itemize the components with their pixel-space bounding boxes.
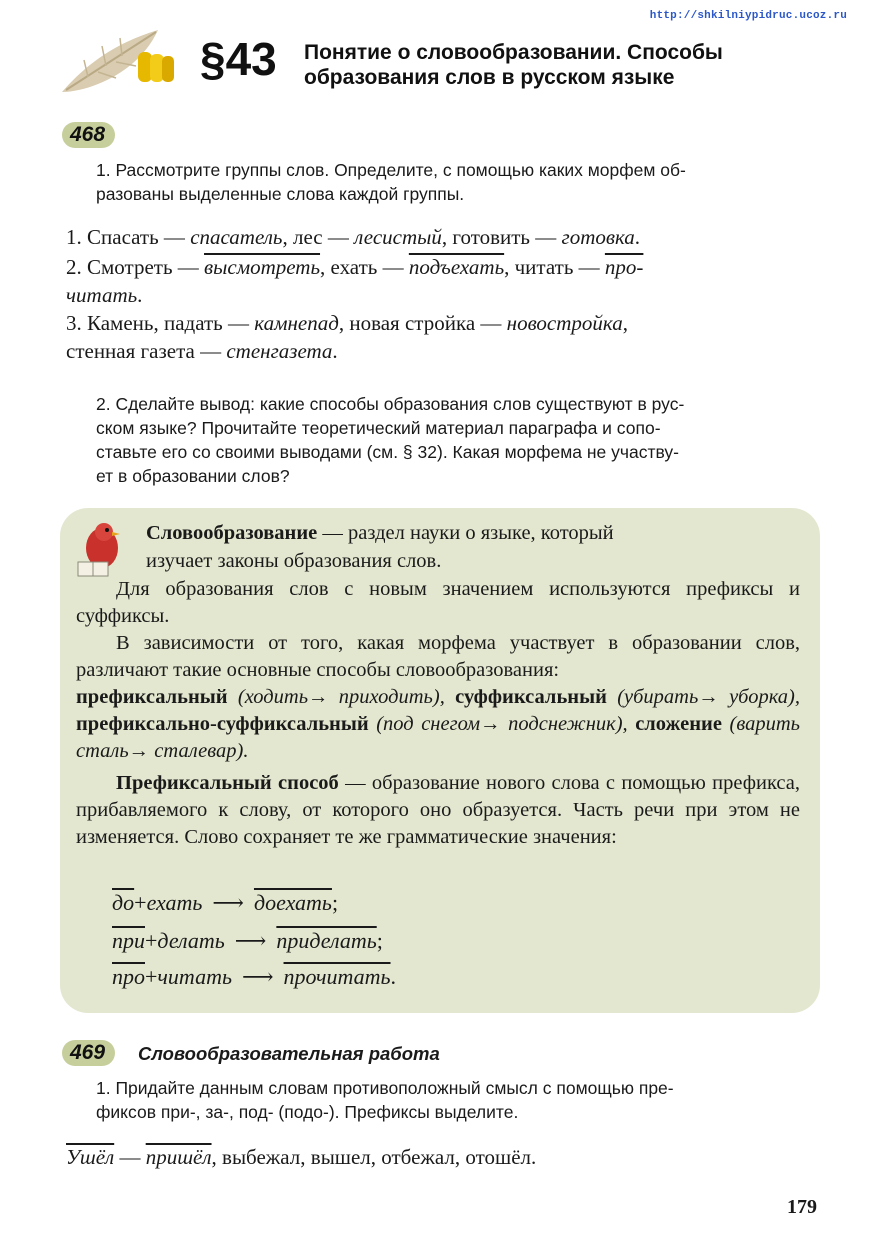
section-title: Понятие о словообразовании. Способы образования слов в русском языке [304,41,723,89]
section-number: §43 [200,33,277,85]
word-group: читать. [66,283,143,307]
rule-paragraph: Для образования слов с новым значением используются префиксы и суффиксы. [76,578,800,627]
exercise-task: 2. Сделайте вывод: какие способы образования слов существуют в рус- ском языке? Прочитайте теоретический материал параграфа и сопо- ставьте его со своими выводами (см. § 32). Какая морфема не участву- ет в образовании слов? [96,394,685,486]
rule-methods: префиксальный (ходить→ приходить), суффиксальный (убирать→ уборка), префиксально-суффиксальный (под снегом→ подснежник), сложение (варить сталь→ сталевар). [76,686,801,762]
formula-row: при+делать ⟶ приделать; [112,928,383,953]
formula-row: про+читать ⟶ прочитать. [112,964,397,989]
exercise-number-badge: 469 [62,1040,115,1066]
page-number: 179 [787,1196,817,1218]
leaf-icon [58,22,178,102]
rule-definition: Словообразование — раздел науки о языке, который [146,522,614,544]
word-group: стенная газета — стенгазета. [66,339,338,363]
rule-paragraph: В зависимости от того, какая морфема участвует в образовании слов, различают такие основные способы словообразования: [76,632,800,681]
word-list: Ушёл — пришёл, выбежал, вышел, отбежал, отошёл. [66,1145,537,1169]
rule-paragraph: Префиксальный способ — образование нового слова с помощью префикса, прибавляемого к слову, от которого оно образуется. Часть речи при этом не изменяется. Слово сохраняет те же грамматические значения: [76,772,800,848]
books-icon [138,52,174,82]
exercise-task: 1. Рассмотрите группы слов. Определите, с помощью каких морфем об- разованы выделенные слова каждой группы. [96,160,686,204]
word-group: 3. Камень, падать — камнепад, новая стройка — новостройка, [66,311,628,335]
mascot-icon [70,518,130,582]
rule-definition-cont: изучает законы образования слов. [146,550,442,572]
exercise-title: Словообразовательная работа [138,1043,440,1064]
word-group: 1. Спасать — спасатель, лес — лесистый, готовить — готовка. [66,225,641,249]
exercise-number-badge: 468 [62,122,115,148]
word-group: 2. Смотреть — высмотреть, ехать — подъехать, читать — про- [66,255,644,279]
exercise-task: 1. Придайте данным словам противоположный смысл с помощью пре- фиксов при-, за-, под- (подо-). Префиксы выделите. [96,1078,674,1122]
site-url[interactable]: http://shkilniypidruc.ucoz.ru [649,10,847,22]
formula-row: до+ехать ⟶ доехать; [112,890,339,915]
